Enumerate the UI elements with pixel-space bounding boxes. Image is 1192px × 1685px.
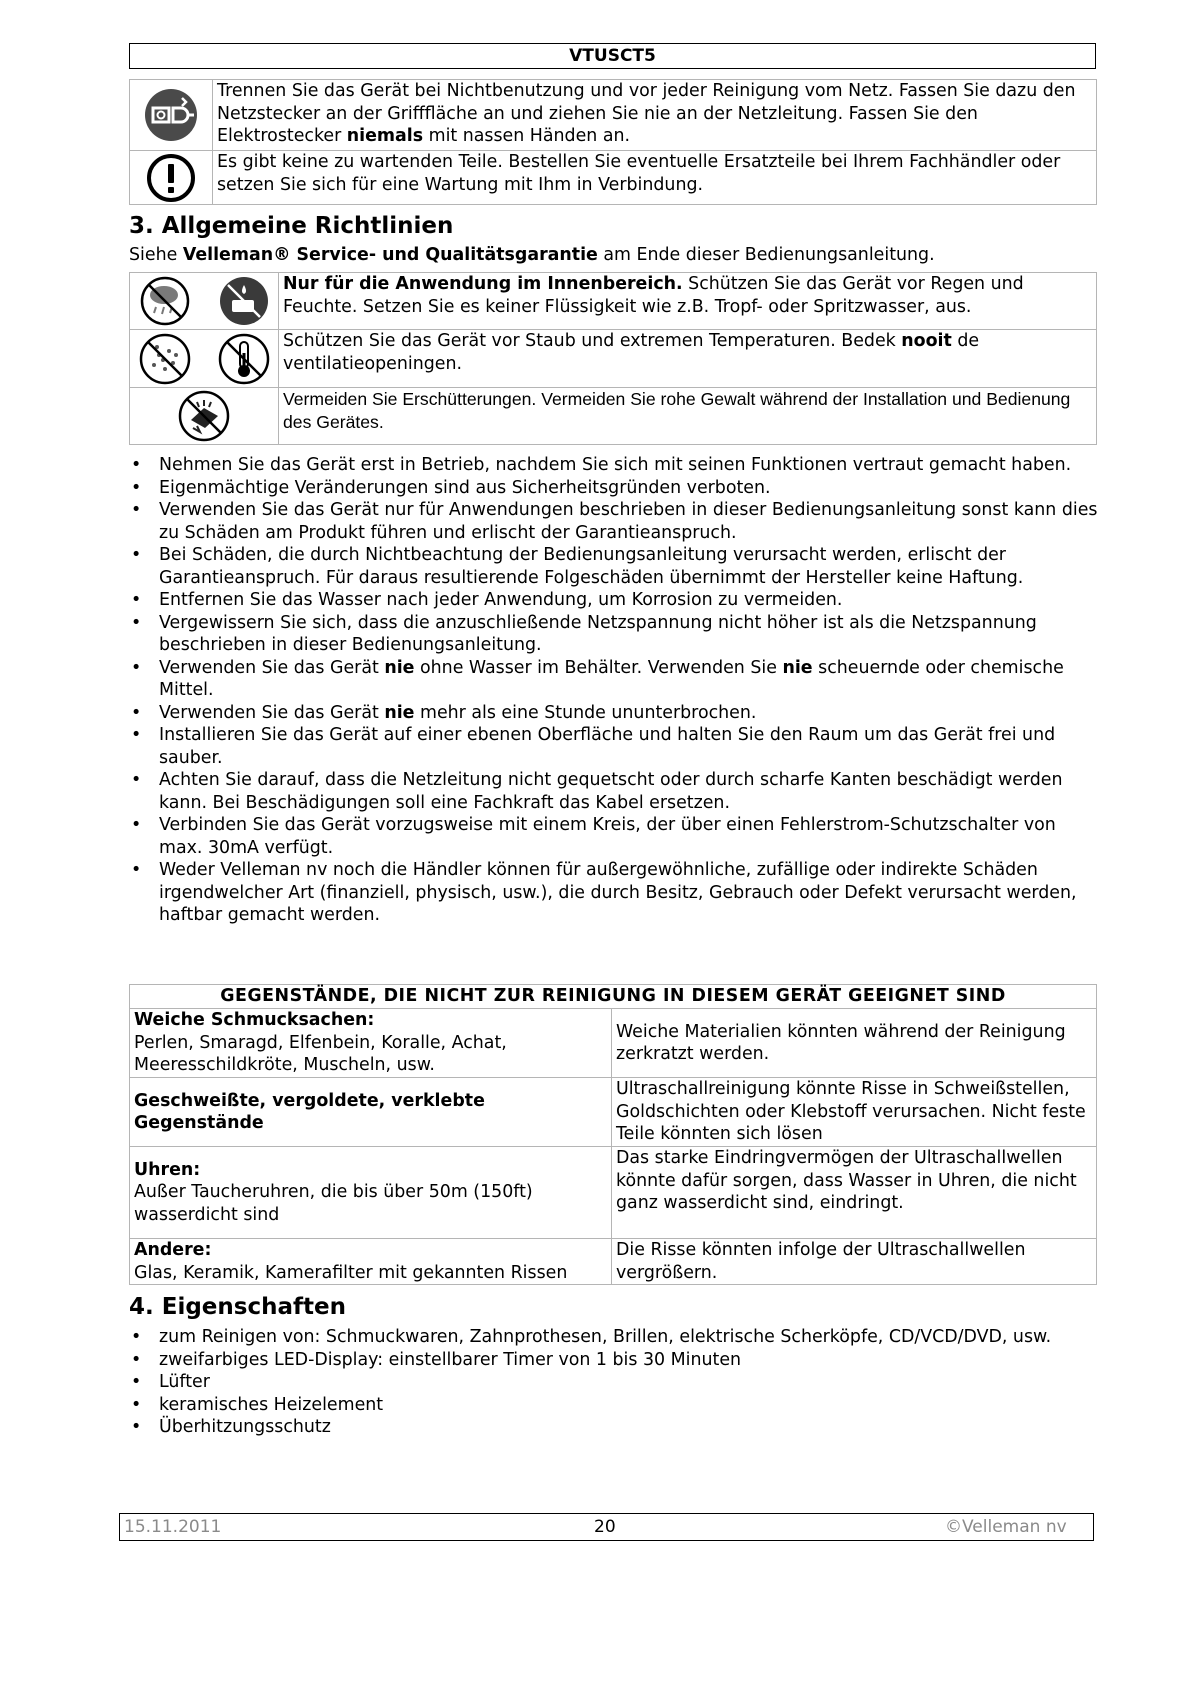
list-item: • keramisches Heizelement: [129, 1394, 1098, 1417]
features-list: [129, 1326, 1098, 1439]
item-reason: Die Risse könnten infolge der Ultraschallwellen vergrößern.: [612, 1239, 1097, 1285]
table-row: [130, 1009, 1097, 1078]
item-name: Uhren:: [134, 1159, 201, 1180]
item-description: Perlen, Smaragd, Elfenbein, Koralle, Achat, Meeresschildkröte, Muscheln, usw.: [134, 1032, 507, 1076]
table-title-row: [130, 985, 1097, 1009]
table-row: [130, 1078, 1097, 1147]
shock-text: Vermeiden Sie Erschütterungen. Vermeiden Sie rohe Gewalt während der Installation und Bedienung des Gerätes.: [279, 388, 1097, 445]
list-item: • Verwenden Sie das Gerät nie mehr als eine Stunde ununterbrochen.: [129, 702, 1098, 725]
unplug-icon: [144, 88, 198, 142]
list-item: • Installieren Sie das Gerät auf einer ebenen Oberfläche und halten Sie den Raum um das Gerät frei und sauber.: [129, 724, 1098, 769]
list-item: • Überhitzungsschutz: [129, 1416, 1098, 1439]
item-reason: Ultraschallreinigung könnte Risse in Schweißstellen, Goldschichten oder Klebstoff verursachen. Nicht feste Teile könnten sich lösen: [612, 1078, 1097, 1147]
service-warning-text: Es gibt keine zu wartenden Teile. Bestellen Sie eventuelle Ersatzteile bei Ihrem Fachhändler oder setzen Sie sich für eine Wartung mit Ihm in Verbindung.: [213, 151, 1097, 205]
list-item: • Lüfter: [129, 1371, 1098, 1394]
unsuitable-items-table: [129, 984, 1097, 1285]
shock-row: [130, 388, 1097, 445]
no-dust-icon: [139, 333, 191, 385]
temperature-icon: [218, 333, 270, 385]
list-item: • Verwenden Sie das Gerät nie ohne Wasser im Behälter. Verwenden Sie nie scheuernde oder chemische Mittel.: [129, 657, 1098, 702]
list-item: • Eigenmächtige Veränderungen sind aus Sicherheitsgründen verboten.: [129, 477, 1098, 500]
page-number: 20: [594, 1517, 616, 1537]
item-reason: Das starke Eindringvermögen der Ultraschallwellen könnte dafür sorgen, dass Wasser in Uhren, die nicht ganz wasserdicht sind, eindringt.: [612, 1147, 1097, 1239]
section-3-intro: Siehe Velleman® Service- und Qualitätsgarantie am Ende dieser Bedienungsanleitung.: [129, 245, 935, 265]
list-item: • zweifarbiges LED-Display: einstellbarer Timer von 1 bis 30 Minuten: [129, 1349, 1098, 1372]
list-item: • Bei Schäden, die durch Nichtbeachtung der Bedienungsanleitung verursacht werden, erlischt der Garantieanspruch. Für daraus resultierende Folgeschäden übernimmt der Hersteller keine Haftung.: [129, 544, 1098, 589]
service-warning-row: [130, 151, 1097, 205]
page-footer: [119, 1513, 1094, 1541]
no-shock-icon: [178, 390, 230, 442]
section-4-heading: 4. Eigenschaften: [129, 1294, 346, 1320]
section-3-heading: 3. Allgemeine Richtlinien: [129, 213, 454, 239]
dust-temperature-text: Schützen Sie das Gerät vor Staub und extremen Temperaturen. Bedek nooit de ventilatieopeningen.: [279, 330, 1097, 388]
no-rain-icon: [140, 276, 190, 326]
footer-copyright: ©Velleman nv: [945, 1517, 1067, 1537]
list-item: • Entfernen Sie das Wasser nach jeder Anwendung, um Korrosion zu vermeiden.: [129, 589, 1098, 612]
item-name: Andere:: [134, 1240, 212, 1260]
table-row: [130, 1239, 1097, 1285]
list-item: • Nehmen Sie das Gerät erst in Betrieb, nachdem Sie sich mit seinen Funktionen vertraut gemacht haben.: [129, 454, 1098, 477]
item-description: Glas, Keramik, Kamerafilter mit gekannten Rissen: [134, 1262, 568, 1283]
indoor-use-text: Nur für die Anwendung im Innenbereich. Schützen Sie das Gerät vor Regen und Feuchte. Setzen Sie es keiner Flüssigkeit wie z.B. Tropf- oder Spritzwasser, aus.: [279, 273, 1097, 330]
item-name: Geschweißte, vergoldete, verklebte Gegenstände: [134, 1090, 485, 1133]
document-header: [129, 43, 1096, 69]
table-title: GEGENSTÄNDE, DIE NICHT ZUR REINIGUNG IN DIESEM GERÄT GEEIGNET SIND: [130, 985, 1097, 1009]
model-name: VTUSCT5: [569, 46, 656, 66]
list-item: • zum Reinigen von: Schmuckwaren, Zahnprothesen, Brillen, elektrische Scherköpfe, CD/VCD/DVD, usw.: [129, 1326, 1098, 1349]
item-name: Weiche Schmucksachen:: [134, 1010, 375, 1031]
exclamation-icon: [146, 153, 196, 203]
unplug-warning-text: Trennen Sie das Gerät bei Nichtbenutzung und vor jeder Reinigung vom Netz. Fassen Sie dazu den Netzstecker an der Grifffläche an und ziehen Sie nie an der Netzleitung. Fassen Sie den Elektrostecker niemals mit nassen Händen an.: [213, 80, 1097, 151]
unplug-warning-row: [130, 80, 1097, 151]
list-item: • Vergewissern Sie sich, dass die anzuschließende Netzspannung nicht höher ist als die Netzspannung beschrieben in dieser Bedienungsanleitung.: [129, 612, 1098, 657]
guidelines-list: [129, 454, 1098, 927]
list-item: • Verbinden Sie das Gerät vorzugsweise mit einem Kreis, der über einen Fehlerstrom-Schutzschalter von max. 30mA verfügt.: [129, 814, 1098, 859]
table-row: [130, 1147, 1097, 1239]
item-reason: Weiche Materialien könnten während der Reinigung zerkratzt werden.: [612, 1009, 1097, 1078]
list-item: • Achten Sie darauf, dass die Netzleitung nicht gequetscht oder durch scharfe Kanten beschädigt werden kann. Bei Beschädigungen soll eine Fachkraft das Kabel ersetzen.: [129, 769, 1098, 814]
dust-temperature-row: [130, 330, 1097, 388]
list-item: • Weder Velleman nv noch die Händler können für außergewöhnliche, zufällige oder indirekte Schäden irgendwelcher Art (finanziell, physisch, usw.), die durch Besitz, Gebrauch oder Defekt verursacht werden, haftbar gemacht werden.: [129, 859, 1098, 927]
footer-date: 15.11.2011: [124, 1517, 222, 1537]
item-description: Außer Taucheruhren, die bis über 50m (150ft) wasserdicht sind: [134, 1182, 533, 1225]
guidelines-icon-table: [129, 272, 1097, 445]
top-warnings-table: [129, 79, 1097, 205]
no-splash-icon: [219, 276, 269, 326]
indoor-use-row: [130, 273, 1097, 330]
list-item: • Verwenden Sie das Gerät nur für Anwendungen beschrieben in dieser Bedienungsanleitung sonst kann dies zu Schäden am Produkt führen und erlischt der Garantieanspruch.: [129, 499, 1098, 544]
